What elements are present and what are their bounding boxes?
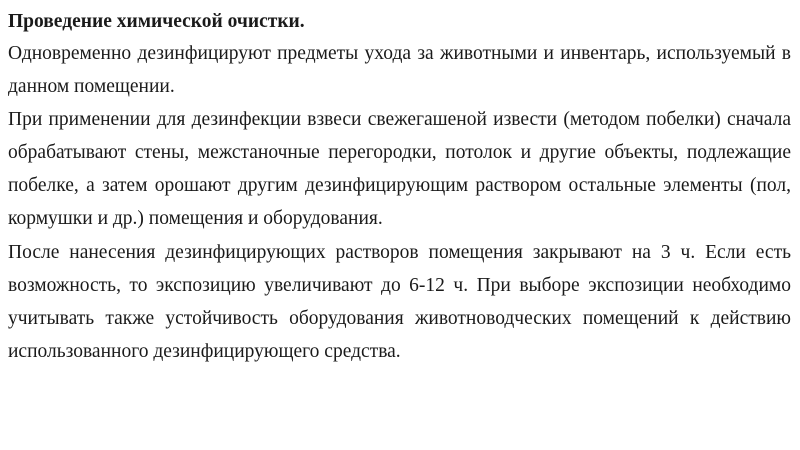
paragraph-inventory: Одновременно дезинфицируют предметы ухода за животными и инвентарь, используемый в данном помещении.	[8, 43, 791, 98]
paragraph-exposure: После нанесения дезинфицирующих растворов помещения закрывают на 3 ч. Если есть возможность, то экспозицию увеличивают до 6-12 ч. При выборе экспозиции необходимо учитывать также устойчивость оборудования животноводческих помещений к действию использованного дезинфицирующего средства.	[8, 241, 791, 362]
paragraph-whitewash: При применении для дезинфекции взвеси свежегашеной извести (методом побелки) сначала обрабатывают стены, межстаночные перегородки, потолок и другие объекты, подлежащие побелке, а затем орошают другим дезинфицирующим раствором остальные элементы (пол, кормушки и др.) помещения и оборудования.	[8, 109, 791, 230]
document-slide	[8, 6, 791, 444]
section-title: Проведение химической очистки.	[8, 11, 305, 32]
